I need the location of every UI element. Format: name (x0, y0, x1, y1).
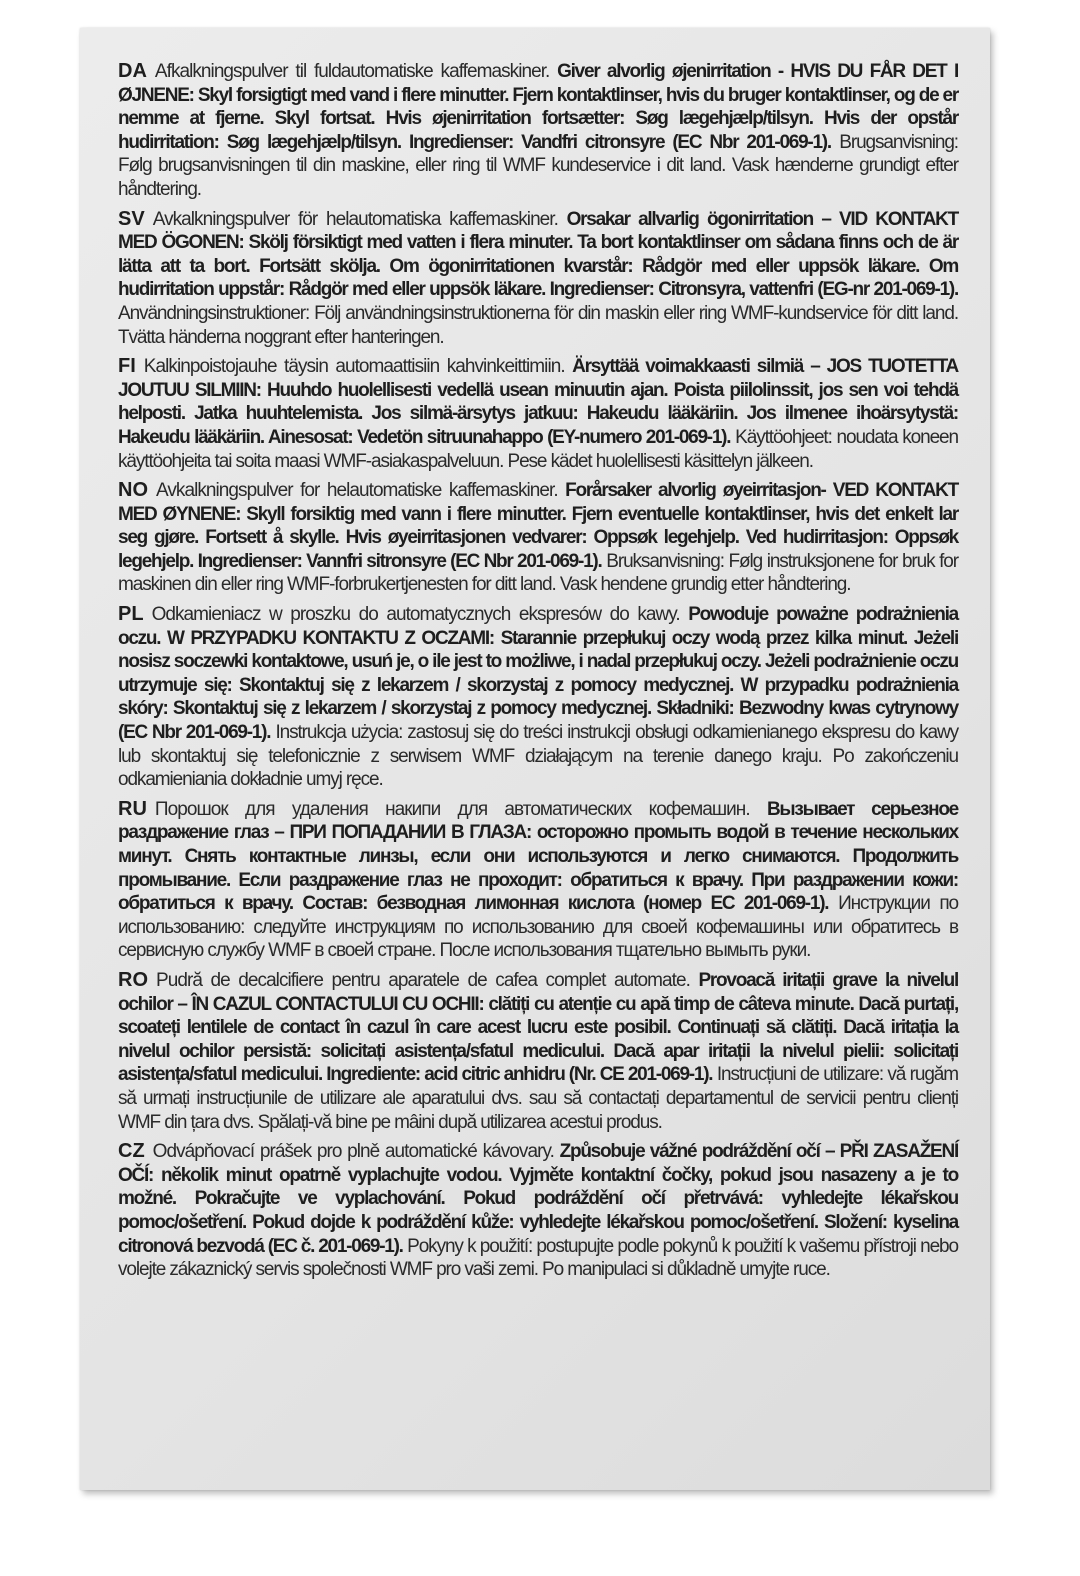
language-code: RO (118, 968, 148, 991)
usage-instructions: Brugsanvisning: Følg brugsanvisningen til din maskine, eller ring til WMF kundeservice i dit land. Vask hænderne grundigt efter håndtering. (118, 131, 958, 200)
language-code: DA (118, 60, 147, 82)
section-no (118, 479, 958, 597)
product-description: Kalkinpoistojauhe täysin automaattisiin kahvinkeittimiin. (143, 356, 565, 378)
product-description: Afkalkningspulver til fuldautomatiske kaffemaskiner. (154, 61, 550, 82)
language-code: SV (118, 207, 145, 230)
safety-warning: Ärsyttää voimakkaasti silmiä – JOS TUOTETTA JOUTUU SILMIIN: Huuhdo huolellisesti vedellä usean minuutin ajan. Poista piilolinssit, jos sen voi tehdä helposti. Jatka huuhtelemista. Jos silmä-ärsytys jatkuu: Hakeudu lääkäriin. Jos ilmenee ihoärsytystä: Hakeudu lääkäriin. Ainesosat: Vedetön sitruunahappo (EY-numero 201-069-1). (118, 356, 958, 448)
section-fi (118, 355, 958, 473)
section-ro (118, 969, 958, 1134)
safety-warning: Вызывает серьезное раздражение глаз – ПРИ ПОПАДАНИИ В ГЛАЗА: осторожно промыть водой в течение нескольких минут. Снять контактные линзы, если они используются и легко снимаются. Продолжить промывание. Если раздражение глаз не проходит: обратиться к врачу. При раздражении кожи: обратиться к врачу. Состав: безводная лимонная кислота (номер ЕС 201-069-1). (118, 798, 958, 915)
product-description: Порошок для удаления накипи для автоматических кофемашин. (154, 798, 750, 820)
product-description: Odvápňovací prášek pro plně automatické kávovary. (152, 1141, 554, 1163)
section-pl (118, 603, 958, 792)
product-description: Avkalkningspulver for helautomatiske kaffemaskiner. (156, 480, 558, 502)
usage-instructions: Käyttöohjeet: noudata koneen käyttöohjeita tai soita maasi WMF-asiakaspalveluun. Pese kädet huolellisesti käsittelyn jälkeen. (118, 426, 958, 472)
usage-instructions: Bruksanvisning: Følg instruksjonene for bruk for maskinen din eller ring WMF-forbrukertjenesten for ditt land. Vask hendene grundig etter håndtering. (118, 550, 958, 596)
section-ru (118, 798, 958, 963)
section-sv (118, 208, 958, 350)
usage-instructions: Instrucțiuni de utilizare: vă rugăm să urmați instrucțiunile de utilizare ale aparatului dvs. sau să contactați departamentul de servicii pentru clienți WMF din țara dvs. Spălați-vă bine pe mâini după utilizarea acestui produs. (118, 1064, 958, 1133)
label-content (118, 60, 958, 1288)
section-cz (118, 1140, 958, 1282)
safety-warning: Orsakar allvarlig ögonirritation – VID KONTAKT MED ÖGONEN: Skölj försiktigt med vatten i flera minuter. Ta bort kontaktlinser om sådana finns och de är lätta att ta bort. Fortsätt skölja. Om ögonirritationen kvarstår: Rådgör med eller uppsök läkare. Om hudirritation uppstår: Rådgör med eller uppsök läkare. Ingredienser: Citronsyra, vattenfri (EG-nr 201-069-1). (118, 208, 958, 301)
product-description: Avkalkningspulver för helautomatiska kaffemaskiner. (152, 208, 558, 230)
usage-instructions: Användningsinstruktioner: Följ användningsinstruktionerna för din maskin eller ring WMF-kundservice för ditt land. Tvätta händerna noggrant efter hanteringen. (118, 302, 958, 348)
language-code: NO (118, 479, 148, 502)
safety-warning: Giver alvorlig øjenirritation - HVIS DU FÅR DET I ØJNENE: Skyl forsigtigt med vand i flere minutter. Fjern kontaktlinser, hvis du bruger kontaktlinser, og de er nemme at fjerne. Skyl fortsat. Hvis øjenirritation fortsætter: Søg lægehjælp/tilsyn. Hvis der opstår hudirritation: Søg lægehjælp/tilsyn. Ingredienser: Vandfri citronsyre (EC Nbr 201-069-1). (118, 61, 958, 153)
safety-warning: Provoacă iritații grave la nivelul ochilor – ÎN CAZUL CONTACTULUI CU OCHII: clătiți cu atenție cu apă timp de câteva minute. Dacă purtați, scoateți lentilele de contact în cazul în care acest lucru este posibil. Continuați să clătiți. Dacă iritația la nivelul ochilor persistă: solicitați asistența/sfatul medicului. Dacă apar iritații la nivelul pielii: solicitați asistența/sfatul medicului. Ingrediente: acid citric anhidru (Nr. CE 201-069-1). (118, 969, 958, 1086)
safety-warning: Způsobuje vážné podráždění očí – PŘI ZASAŽENÍ OČÍ: několik minut opatrně vyplachujte vodou. Vyjměte kontaktní čočky, pokud jsou nasazeny a je to možné. Pokračujte ve vyplachování. Pokud podráždění očí přetrvává: vyhledejte lékařskou pomoc/ošetření. Pokud dojde k podráždění kůže: vyhledejte lékařskou pomoc/ošetření. Složení: kyselina citronová bezvodá (EC č. 201-069-1). (118, 1141, 958, 1257)
usage-instructions: Инструкции по использованию: следуйте инструкциям по использованию для своей кофемашины или обратитесь в сервисную службу WMF в своей стране. После использования тщательно вымыть руки. (118, 893, 958, 962)
product-description: Odkamieniacz w proszku do automatycznych ekspresów do kawy. (151, 604, 680, 626)
language-code: RU (118, 797, 147, 820)
language-code: CZ (118, 1140, 145, 1163)
section-da (118, 60, 958, 202)
usage-instructions: Instrukcja użycia: zastosuj się do treści instrukcji obsługi odkamienianego ekspresu do kawy lub skontaktuj się telefonicznie z serwisem WMF działającym na terenie danego kraju. Po zakończeniu odkamieniania dokładnie umyj ręce. (118, 722, 958, 791)
usage-instructions: Pokyny k použití: postupujte podle pokynů k použití k vašemu přístroji nebo volejte zákaznický servis společnosti WMF pro vaši zemi. Po manipulaci si důkladně umyjte ruce. (118, 1235, 958, 1281)
safety-warning: Powoduje poważne podrażnienia oczu. W PRZYPADKU KONTAKTU Z OCZAMI: Starannie przepłukuj oczy wodą przez kilka minut. Jeżeli nosisz soczewki kontaktowe, usuń je, o ile jest to możliwe, i nadal przepłukuj oczy. Jeżeli podrażnienie oczu utrzymuje się: Skontaktuj się z lekarzem / skorzystaj z pomocy medycznej. W przypadku podrażnienia skóry: Skontaktuj się z lekarzem / skorzystaj z pomocy medycznej. Składniki: Bezwodny kwas cytrynowy (EC Nbr 201-069-1). (118, 604, 958, 744)
safety-warning: Forårsaker alvorlig øyeirritasjon- VED KONTAKT MED ØYNENE: Skyll forsiktig med vann i flere minutter. Fjern eventuelle kontaktlinser, hvis det enkelt lar seg gjøre. Fortsett å skylle. Hvis øyeirritasjonen vedvarer: Oppsøk legehjelp. Ved hudirritasjon: Oppsøk legehjelp. Ingredienser: Vannfri sitronsyre (EC Nbr 201-069-1). (118, 480, 958, 572)
label-card (80, 28, 990, 1490)
product-description: Pudră de decalcifiere pentru aparatele de cafea complet automate. (156, 969, 690, 991)
language-code: FI (118, 355, 136, 378)
language-code: PL (118, 603, 144, 626)
